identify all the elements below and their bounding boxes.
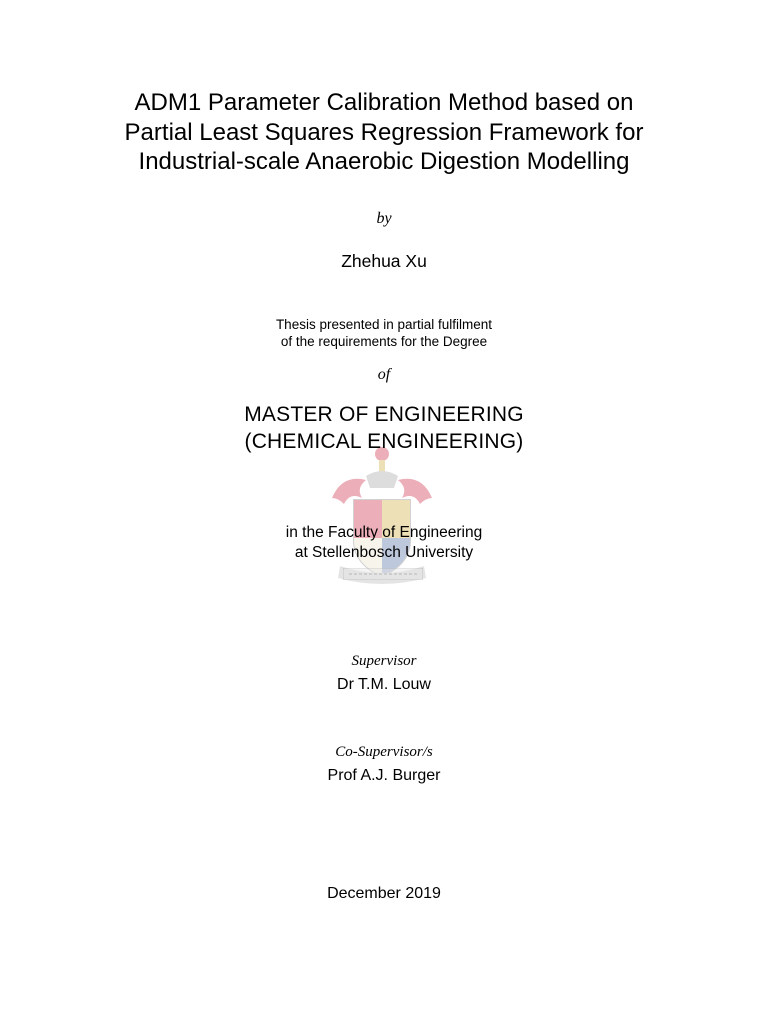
co-supervisor-name: Prof A.J. Burger [327,767,441,784]
crest-motto-scroll [343,568,423,580]
supervisor-name: Dr T.M. Louw [337,676,431,693]
co-supervisor-role: Co-Supervisor/s [335,744,433,760]
thesis-title-line-1: ADM1 Parameter Calibration Method based on [134,89,634,116]
author-name: Zhehua Xu [341,251,427,271]
submission-date: December 2019 [327,885,441,902]
thesis-statement-line-1: Thesis presented in partial fulfilment [275,317,493,332]
faculty-line-1: in the Faculty of Engineering [285,524,483,541]
degree-line-1: MASTER OF ENGINEERING [244,403,524,426]
faculty-line-2: at Stellenbosch University [294,544,474,561]
supervisor-role: Supervisor [351,653,417,669]
by-label: by [376,210,392,227]
thesis-title-line-2: Partial Least Squares Regression Framework for [124,119,644,146]
thesis-statement-line-2: of the requirements for the Degree [280,334,488,349]
thesis-title-line-3: Industrial-scale Anaerobic Digestion Modelling [138,148,630,175]
of-label: of [377,366,391,383]
degree-line-2: (CHEMICAL ENGINEERING) [244,430,524,453]
university-crest-icon [322,440,442,586]
